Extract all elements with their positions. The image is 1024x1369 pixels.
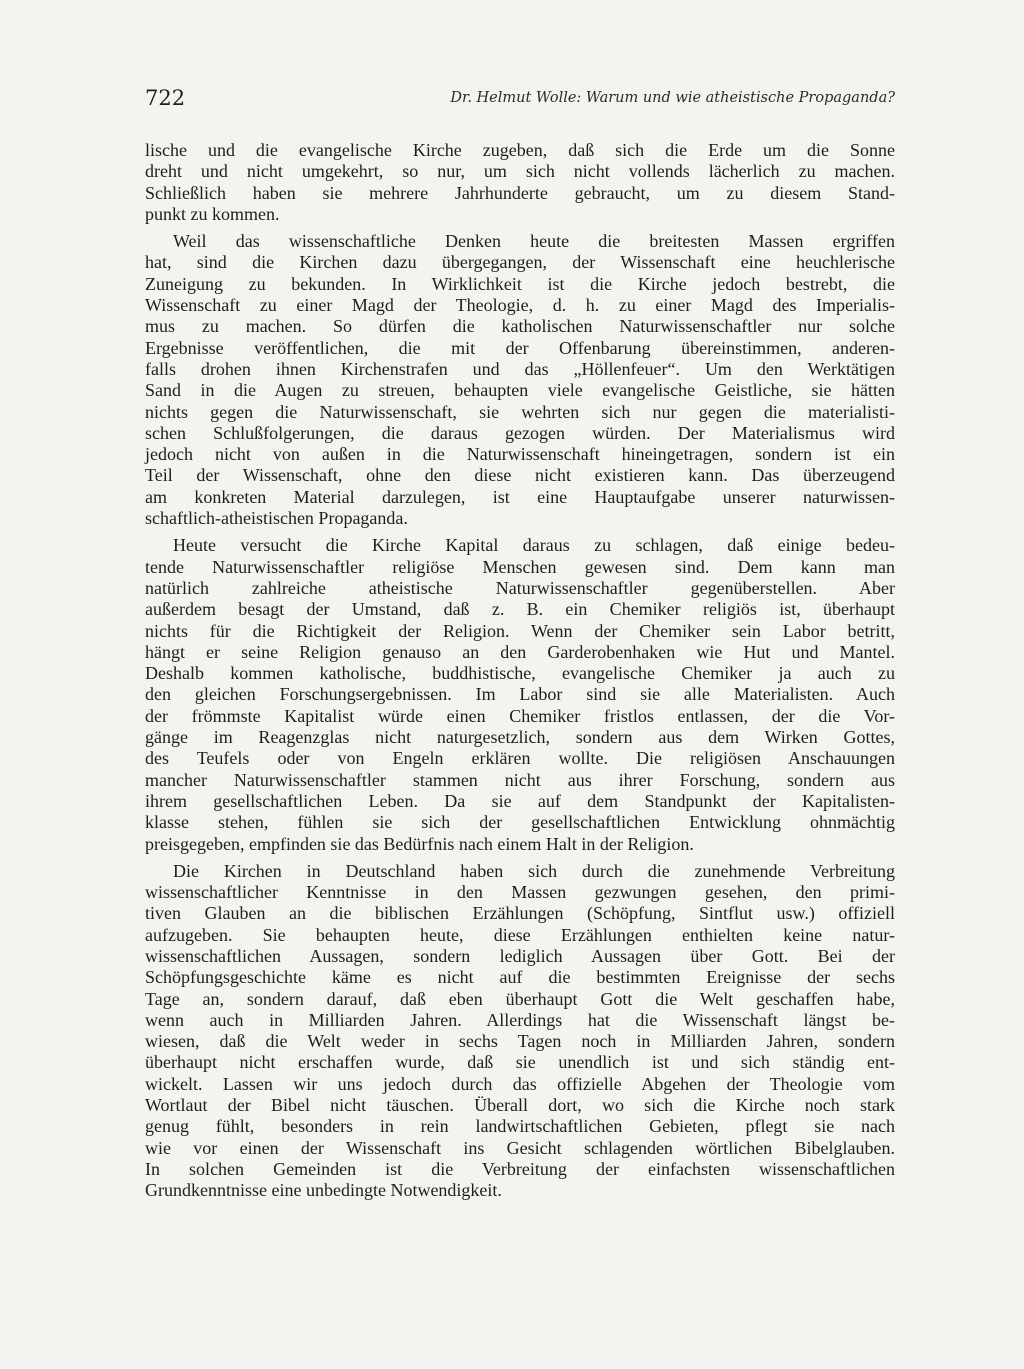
text-line: Deshalb kommen katholische, buddhistische, evangelische Chemiker ja auch zu (145, 663, 895, 684)
paragraph (145, 535, 895, 854)
text-line: tende Naturwissenschaftler religiöse Menschen gewesen sind. Dem kann man (145, 556, 895, 577)
text-line: Grundkenntnisse eine unbedingte Notwendigkeit. (145, 1180, 502, 1201)
text-line: Teil der Wissenschaft, ohne den diese nicht existieren kann. Das überzeugend (145, 465, 895, 486)
text-line: Ergebnisse veröffentlichen, die mit der Offenbarung übereinstimmen, anderen- (145, 337, 895, 358)
text-line: wenn auch in Milliarden Jahren. Allerdings hat die Wissenschaft längst be- (145, 1009, 895, 1030)
text-line: Wortlaut der Bibel nicht täuschen. Überall dort, wo sich die Kirche noch stark (145, 1095, 895, 1116)
text-line: den gleichen Forschungsergebnissen. Im Labor sind sie alle Materialisten. Auch (145, 684, 895, 705)
text-line: Schöpfungsgeschichte käme es nicht auf die bestimmten Ereignisse der sechs (145, 967, 895, 988)
text-line: überhaupt nicht erschaffen wurde, daß sie unendlich ist und sich ständig ent- (145, 1052, 895, 1073)
text-line: schaftlich-atheistischen Propaganda. (145, 508, 408, 529)
text-line: gänge im Reagenzglas nicht naturgesetzlich, sondern aus dem Wirken Gottes, (145, 727, 895, 748)
text-line: hängt er seine Religion genauso an den Garderobenhaken wie Hut und Mantel. (145, 641, 895, 662)
text-line: Sand in die Augen zu streuen, behaupten viele evangelische Geistliche, sie hätten (145, 380, 895, 401)
text-line: In solchen Gemeinden ist die Verbreitung der einfachsten wissenschaftlichen (145, 1158, 895, 1179)
text-line: nichts für die Richtigkeit der Religion. Wenn der Chemiker sein Labor betritt, (145, 620, 895, 641)
text-line: dreht und nicht umgekehrt, so nur, um sich nicht vollends lächerlich zu machen. (145, 161, 895, 182)
text-line: ihrem gesellschaftlichen Leben. Da sie auf dem Standpunkt der Kapitalisten- (145, 790, 895, 811)
text-line: des Teufels oder von Engeln erklären wollte. Die religiösen Anschauungen (145, 748, 895, 769)
text-line: mus zu machen. So dürfen die katholischen Naturwissenschaftler nur solche (145, 316, 895, 337)
text-line: wissenschaftlicher Kenntnisse in den Massen gezwungen gesehen, den primi- (145, 882, 895, 903)
text-line: wiesen, daß die Welt weder in sechs Tagen noch in Milliarden Jahren, sondern (145, 1031, 895, 1052)
text-line: wie vor einen der Wissenschaft ins Gesicht schlagenden wörtlichen Bibelglauben. (145, 1137, 895, 1158)
text-line: natürlich zahlreiche atheistische Naturwissenschaftler gegenüberstellen. Aber (145, 577, 895, 598)
text-line: der frömmste Kapitalist würde einen Chemiker fristlos entlassen, der die Vor- (145, 705, 895, 726)
running-head: Dr. Helmut Wolle: Warum und wie atheistische Propaganda? (450, 90, 895, 106)
text-line: Weil das wissenschaftliche Denken heute die breitesten Massen ergriffen (173, 231, 895, 252)
text-line: preisgegeben, empfinden sie das Bedürfnis nach einem Halt in der Religion. (145, 833, 694, 854)
text-line: wissenschaftlichen Aussagen, sondern lediglich Aussagen über Gott. Bei der (145, 945, 895, 966)
text-line: Wissenschaft zu einer Magd der Theologie, d. h. zu einer Magd des Imperialis- (145, 295, 895, 316)
page-number: 722 (145, 86, 186, 110)
text-line: wickelt. Lassen wir uns jedoch durch das offizielle Abgehen der Theologie vom (145, 1073, 895, 1094)
paragraph (145, 140, 895, 225)
body-text (145, 140, 895, 1208)
text-line: falls drohen ihnen Kirchenstrafen und das „Höllenfeuer“. Um den Werktätigen (145, 358, 895, 379)
text-line: punkt zu kommen. (145, 203, 280, 224)
text-line: am konkreten Material darzulegen, ist eine Hauptaufgabe unserer naturwissen- (145, 486, 895, 507)
text-line: Zuneigung zu bekunden. In Wirklichkeit ist die Kirche jedoch bestrebt, die (145, 273, 895, 294)
text-line: hat, sind die Kirchen dazu übergegangen, der Wissenschaft eine heuchlerische (145, 252, 895, 273)
text-line: außerdem besagt der Umstand, daß z. B. ein Chemiker religiös ist, überhaupt (145, 599, 895, 620)
text-line: tiven Glauben an die biblischen Erzählungen (Schöpfung, Sintflut usw.) offiziell (145, 903, 895, 924)
text-line: mancher Naturwissenschaftler stammen nicht aus ihrer Forschung, sondern aus (145, 769, 895, 790)
text-line: schen Schlußfolgerungen, die daraus gezogen würden. Der Materialismus wird (145, 422, 895, 443)
page-header (145, 84, 895, 116)
text-line: klasse stehen, fühlen sie sich der gesellschaftlichen Entwicklung ohnmächtig (145, 812, 895, 833)
text-line: genug fühlt, besonders in rein landwirtschaftlichen Gebieten, pflegt sie nach (145, 1116, 895, 1137)
text-line: Die Kirchen in Deutschland haben sich durch die zunehmende Verbreitung (173, 860, 895, 881)
text-line: nichts gegen die Naturwissenschaft, sie wehrten sich nur gegen die materialisti- (145, 401, 895, 422)
text-line: Tage an, sondern darauf, daß eben überhaupt Gott die Welt geschaffen habe, (145, 988, 895, 1009)
text-line: aufzugeben. Sie behaupten heute, diese Erzählungen enthielten keine natur- (145, 924, 895, 945)
text-line: Heute versucht die Kirche Kapital daraus zu schlagen, daß einige bedeu- (173, 535, 895, 556)
paragraph (145, 861, 895, 1202)
text-line: jedoch nicht von außen in die Naturwissenschaft hineingetragen, sondern ist ein (145, 444, 895, 465)
paragraph (145, 231, 895, 529)
text-line: lische und die evangelische Kirche zugeben, daß sich die Erde um die Sonne (145, 140, 895, 160)
text-line: Schließlich haben sie mehrere Jahrhunderte gebraucht, um zu diesem Stand- (145, 182, 895, 203)
